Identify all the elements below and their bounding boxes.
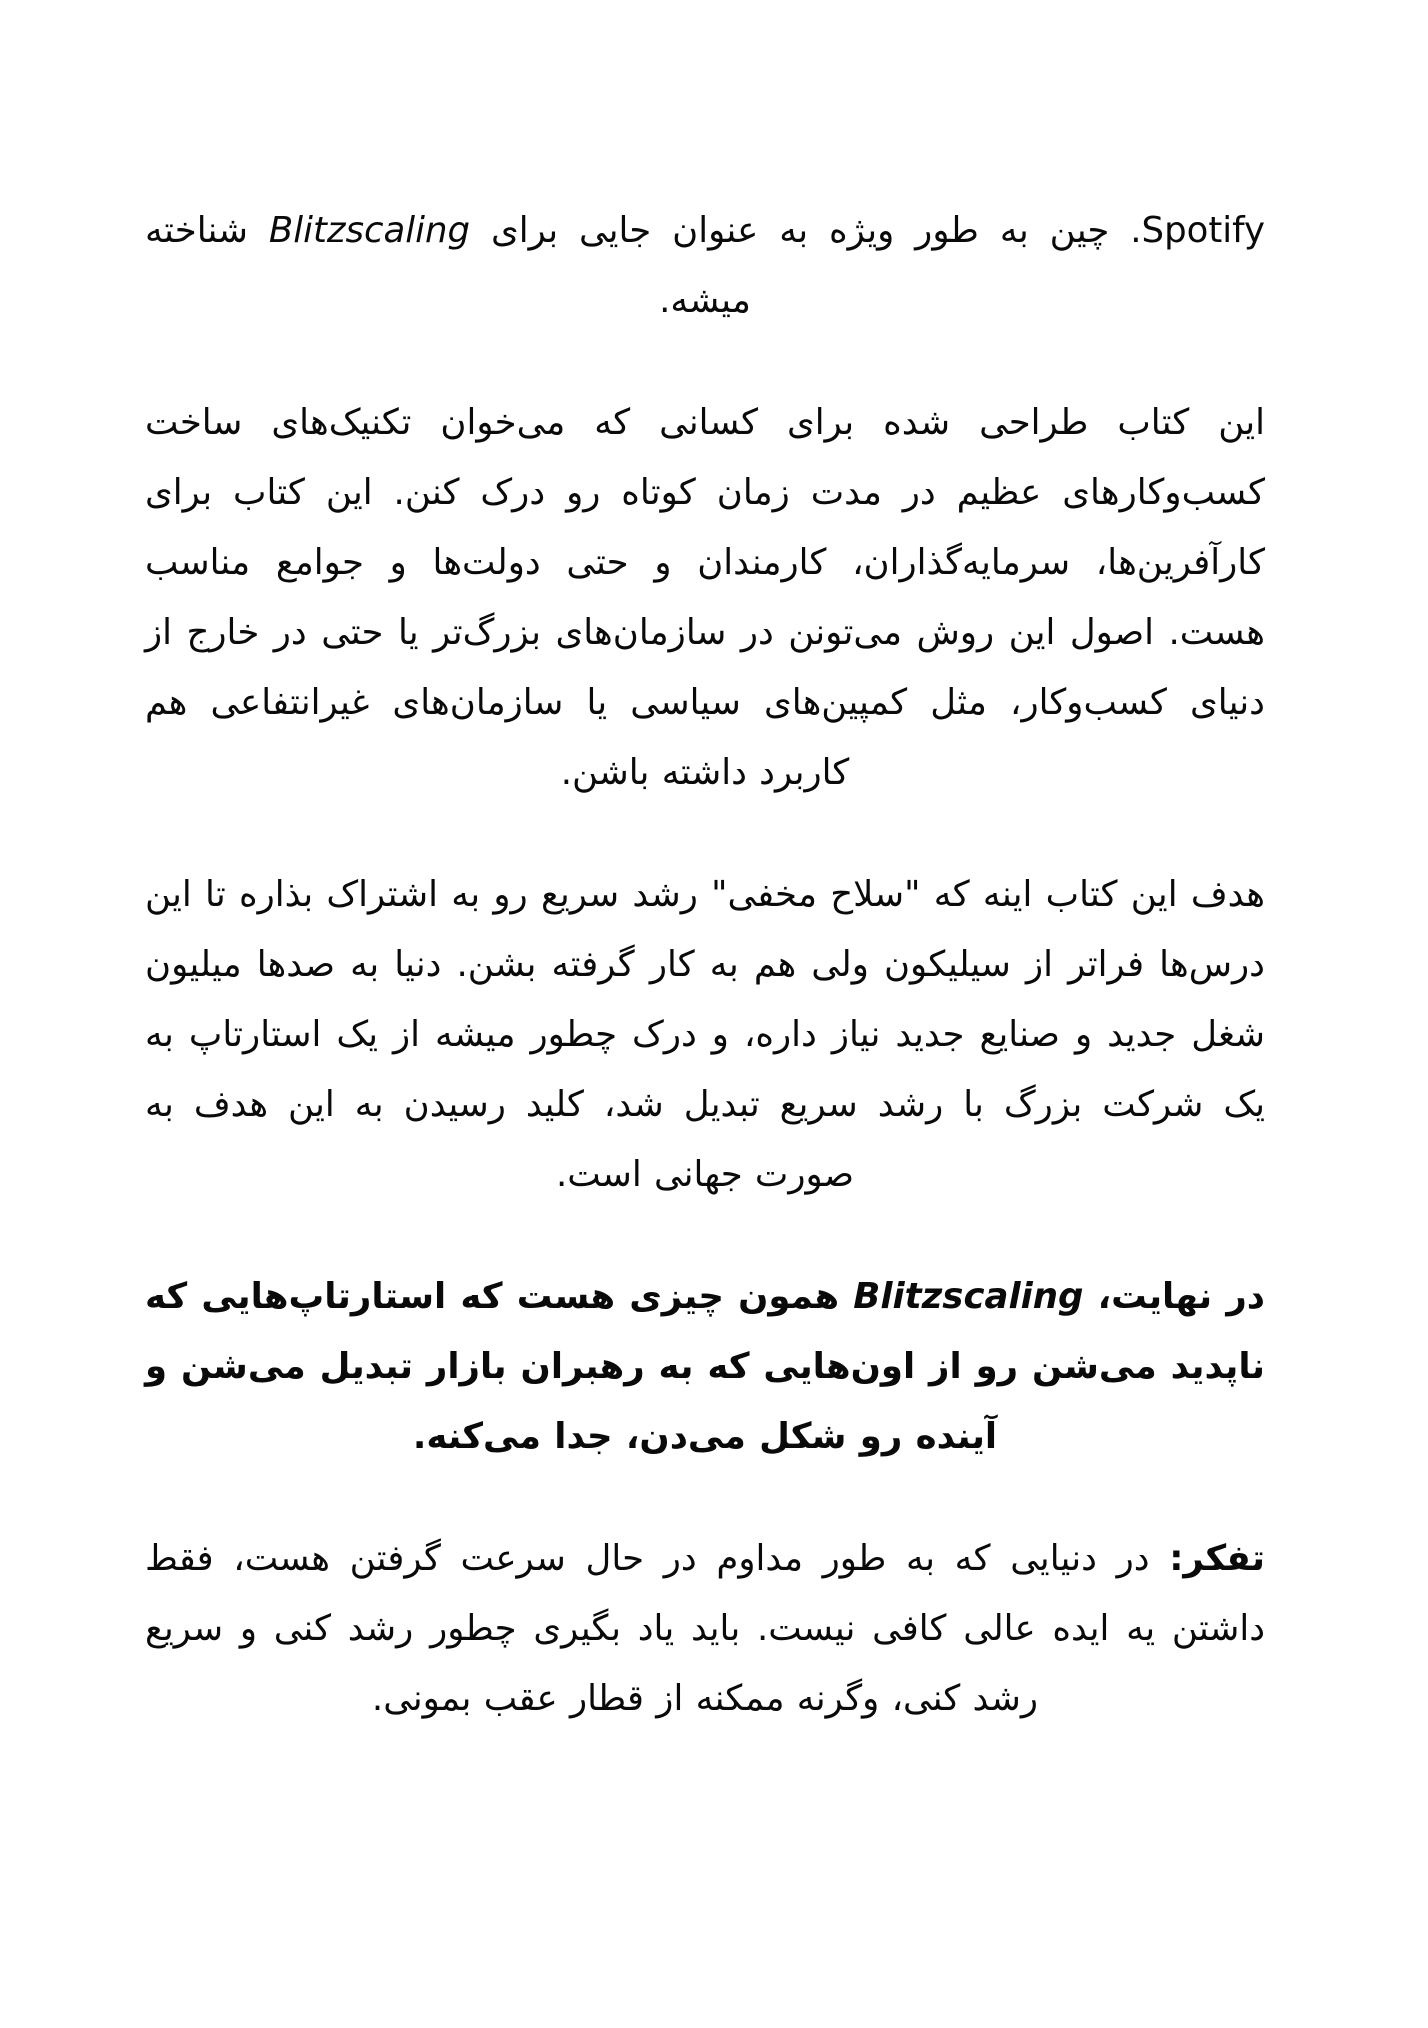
term-blitzscaling-italic: Blitzscaling [268, 210, 471, 251]
paragraph-4-text-a: در نهایت، [1083, 1276, 1265, 1317]
paragraph-3 [145, 860, 1265, 1210]
brand-spotify: Spotify [1141, 210, 1265, 251]
paragraph-4-text-b: همون چیزی هست که استارتاپ‌هایی که ناپدید می‌شن رو از اون‌هایی که به رهبران بازار تبدیل می‌شن و آینده رو شکل می‌دن، جدا می‌کنه. [145, 1276, 1265, 1457]
paragraph-5-takeaway [145, 1524, 1265, 1734]
paragraph-3-text: هدف این کتاب اینه که "سلاح مخفی" رشد سریع رو به اشتراک بذاره تا این درس‌ها فراتر از سیلیکون ولی هم به کار گرفته بشن. دنیا به صدها میلیون شغل جدید و صنایع جدید نیاز داره، و درک چطور میشه از یک استارتاپ به یک شرکت بزرگ با رشد سریع تبدیل شد، کلید رسیدن به این هدف به صورت جهانی است. [145, 874, 1265, 1195]
paragraph-2-text: این کتاب طراحی شده برای کسانی که می‌خوان تکنیک‌های ساخت کسب‌وکارهای عظیم در مدت زمان کوتاه رو درک کنن. این کتاب برای کارآفرین‌ها، سرمایه‌گذاران، کارمندان و حتی دولت‌ها و جوامع مناسب هست. اصول این روش می‌تونن در سازمان‌های بزرگ‌تر یا حتی در خارج از دنیای کسب‌وکار، مثل کمپین‌های سیاسی یا سازمان‌های غیرانتفاعی هم کاربرد داشته باشن. [145, 402, 1265, 793]
paragraph-1-text-b: شناخته میشه. [145, 210, 751, 321]
paragraph-1 [145, 196, 1265, 336]
paragraph-5-text: در دنیایی که به طور مداوم در حال سرعت گرفتن هست، فقط داشتن یه ایده عالی کافی نیست. باید یاد بگیری چطور رشد کنی و سریع رشد کنی، وگرنه ممکنه از قطار عقب بمونی. [145, 1538, 1265, 1719]
paragraph-4-highlight [145, 1262, 1265, 1472]
takeaway-label: تفکر: [1169, 1538, 1265, 1579]
term-blitzscaling-bold-italic: Blitzscaling [853, 1276, 1084, 1317]
paragraph-2 [145, 388, 1265, 808]
paragraph-1-text-a: . چین به طور ویژه به عنوان جایی برای [470, 210, 1142, 251]
document-body [145, 196, 1265, 1734]
